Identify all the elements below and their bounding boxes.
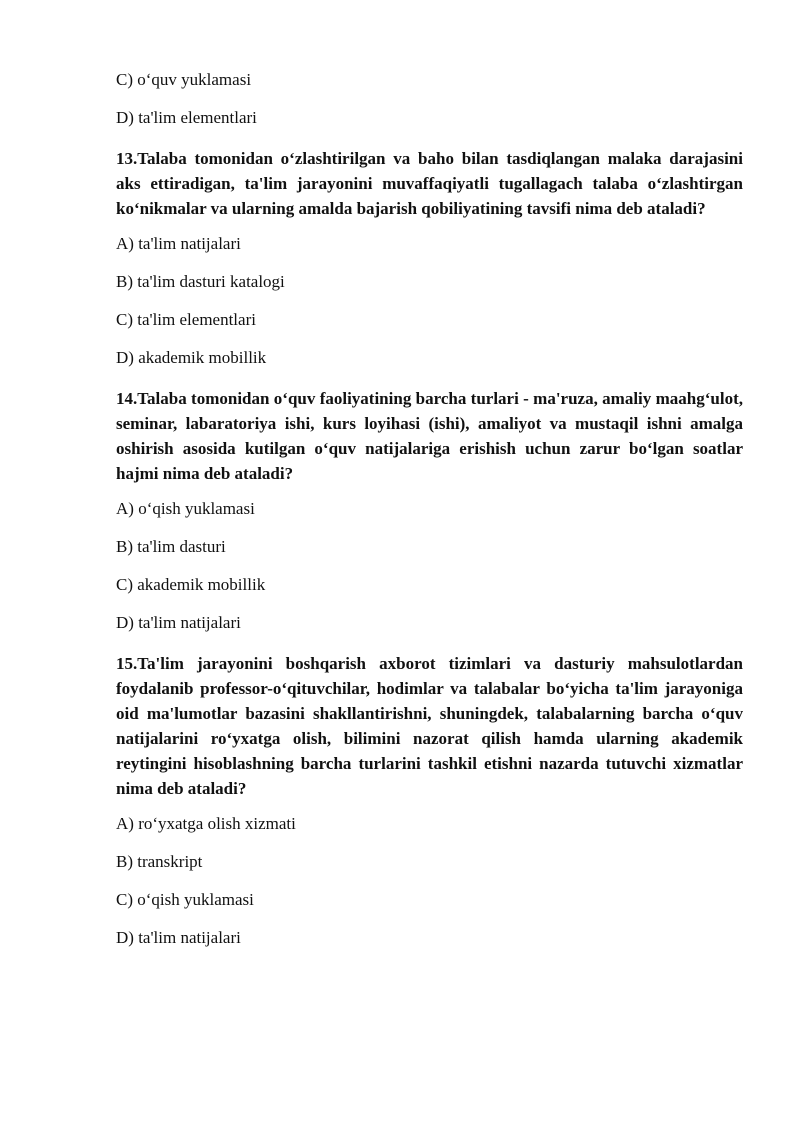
q15-option-b: B) transkript [116, 852, 203, 871]
question-13: 13.Talaba tomonidan o‘zlashtirilgan va baho bilan tasdiqlangan malaka darajasini aks ettiradigan, ta'lim jarayonini muvaffaqiyatli tugallagach talaba o‘zlashtirgan ko‘nikmalar va ularning amalda bajarish qobiliyatining tavsifi nima deb ataladi? [116, 149, 743, 218]
q14-option-c: C) akademik mobillik [116, 575, 266, 594]
q13-option-d: D) akademik mobillik [116, 348, 267, 367]
q14-option-a: A) o‘qish yuklamasi [116, 499, 255, 518]
q13-option-a: A) ta'lim natijalari [116, 234, 241, 253]
document-page [116, 70, 743, 966]
q13-option-c: C) ta'lim elementlari [116, 310, 256, 329]
q15-option-a: A) ro‘yxatga olish xizmati [116, 814, 296, 833]
question-14: 14.Talaba tomonidan o‘quv faoliyatining barcha turlari - ma'ruza, amaliy maahg‘ulot, seminar, labaratoriya ishi, kurs loyihasi (ishi), amaliyot va mustaqil ishni amalga oshirish asosida kutilgan o‘quv natijalariga erishish uchun zarur bo‘lgan soatlar hajmi nima deb ataladi? [116, 389, 743, 483]
question-15: 15.Ta'lim jarayonini boshqarish axborot tizimlari va dasturiy mahsulotlardan foydalanib professor-o‘qituvchilar, hodimlar va talabalar bo‘yicha ta'lim jarayoniga oid ma'lumotlar bazasini shakllantirishni, shuningdek, talabalarning barcha o‘quv natijalarini ro‘yxatga olish, bilimini nazorat qilish hamda ularning akademik reytingini hisoblashning barcha turlarini tashkil etishni nazarda tutuvchi xizmatlar nima deb ataladi? [116, 654, 743, 798]
prev-option-c: C) o‘quv yuklamasi [116, 70, 252, 89]
q14-option-b: B) ta'lim dasturi [116, 537, 226, 556]
q15-option-c: C) o‘qish yuklamasi [116, 890, 254, 909]
q15-option-d: D) ta'lim natijalari [116, 928, 241, 947]
q13-option-b: B) ta'lim dasturi katalogi [116, 272, 285, 291]
q14-option-d: D) ta'lim natijalari [116, 613, 241, 632]
prev-option-d: D) ta'lim elementlari [116, 108, 257, 127]
